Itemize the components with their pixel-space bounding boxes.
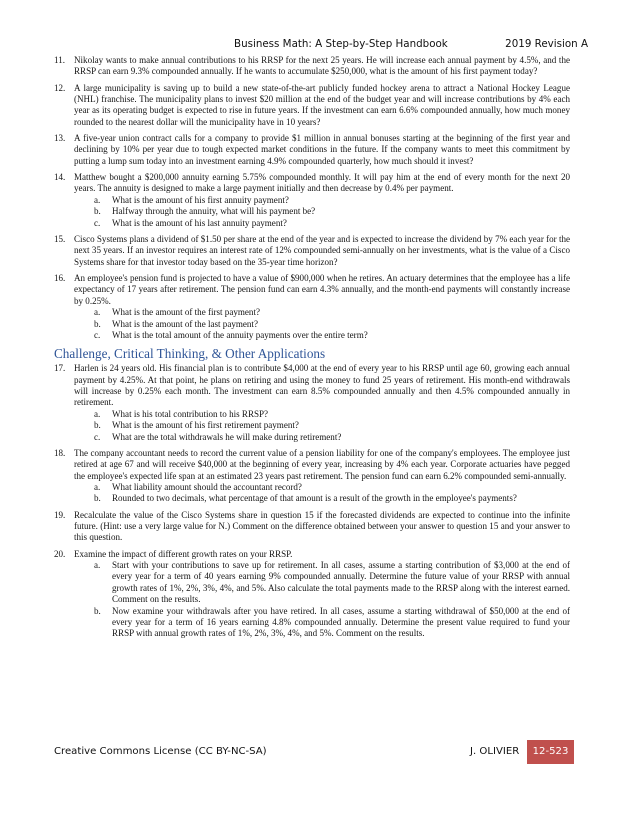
question-number: 18. (54, 447, 66, 458)
question-number: 19. (54, 509, 66, 520)
sub-text: What is the amount of the first payment? (112, 307, 260, 318)
question-20 (54, 549, 570, 640)
sub-text: Rounded to two decimals, what percentage of that amount is a result of the growth in the employee's payments? (112, 493, 517, 504)
sub-question-a (74, 409, 570, 420)
sub-question-a (74, 560, 570, 606)
sub-question-b (74, 319, 570, 330)
sub-question-a (74, 195, 570, 206)
sub-letter: b. (94, 206, 101, 217)
question-19 (54, 510, 570, 544)
sub-letter: c. (94, 431, 101, 442)
license-text: Creative Commons License (CC BY-NC-SA) (54, 746, 267, 757)
question-text: An employee's pension fund is projected to have a value of $900,000 when he retires. An actuary determines that the employee has a life expectancy of 17 years after retirement. The pension fund can earn 4.3% annually, and the month-end payments will constantly increase by 0.25%. (74, 272, 570, 306)
sub-letter: b. (94, 318, 101, 329)
sub-question-c (74, 432, 570, 443)
book-title: Business Math: A Step-by-Step Handbook (234, 38, 448, 50)
page-body (54, 55, 570, 645)
sub-letter: c. (94, 329, 101, 340)
sub-question-b (74, 493, 570, 504)
question-text: A large municipality is saving up to build a new state-of-the-art publicly funded hockey arena to attract a National Hockey League (NHL) franchise. The municipality plans to invest $20 million at the end of the budget year and will increase contributions by 4% each year as its operating budget is expected to rise in future years. If the investment can earn 6.6% compounded annually, how much money rounded to the nearest dollar will the municipality have in 10 years? (74, 82, 570, 127)
sub-text: What is the amount of the last payment? (112, 318, 258, 329)
question-11 (54, 55, 570, 78)
question-number: 20. (54, 548, 66, 559)
question-text: Harlen is 24 years old. His financial plan is to contribute $4,000 at the end of every year to his RRSP until age 60, growing each annual payment by 4.25%. At that point, he plans on retiring and using the money to fund 25 years of retirement. His month-end withdrawals will increase by 0.25% each month. The investment can earn 8.5% compounded annually and then 4.5% compounded annually in retirement. (74, 363, 570, 408)
question-text: Recalculate the value of the Cisco Systems share in question 15 if the forecasted dividends are expected to continue into the infinite future. (Hint: use a very large value for N.) Comment on the difference obtained between your answer to question 15 and your answer to this question. (74, 509, 570, 543)
question-number: 15. (54, 233, 66, 244)
sub-text: What is the total amount of the annuity payments over the entire term? (112, 329, 368, 340)
question-number: 16. (54, 272, 66, 283)
sub-question-b (74, 420, 570, 431)
page-number-badge: 12-523 (527, 740, 574, 764)
sub-text: What is his total contribution to his RRSP? (112, 408, 269, 419)
sub-letter: c. (94, 217, 101, 228)
sub-question-a (74, 482, 570, 493)
sub-letter: a. (94, 408, 101, 419)
question-text: Cisco Systems plans a dividend of $1.50 per share at the end of the year and is expected to increase the dividend by 7% each year for the next 35 years. If an investor requires an interest rate of 12% compounded semi-annually on her investments, what is the value of a Cisco Systems share for that investor today based on the 35-year time horizon? (74, 233, 570, 267)
question-text: Nikolay wants to make annual contributions to his RRSP for the next 25 years. He will increase each annual payment by 4.5%, and the RRSP can earn 9.3% compounded annually. If he wants to accumulate $250,000, what is the amount of his first payment today? (74, 55, 570, 77)
sub-question-a (74, 307, 570, 318)
question-14 (54, 172, 570, 229)
question-number: 11. (54, 55, 65, 65)
sub-text: What are the total withdrawals he will make during retirement? (112, 431, 342, 442)
revision-label: 2019 Revision A (505, 38, 588, 50)
sub-letter: b. (94, 493, 101, 504)
question-17 (54, 363, 570, 443)
question-18 (54, 448, 570, 505)
sub-letter: a. (94, 307, 101, 318)
sub-question-c (74, 330, 570, 341)
question-text: A five-year union contract calls for a company to provide $1 million in annual bonuses starting at the beginning of the first year and declining by 10% per year due to tough expected market conditions in the future. If the company wants to meet this commitment by putting a lump sum today into an investment earning 4.9% compounded quarterly, how much should it invest? (74, 133, 570, 166)
question-number: 13. (54, 133, 66, 144)
question-13 (54, 133, 570, 167)
sub-text: What is the amount of his first retirement payment? (112, 420, 299, 431)
sub-text: What is the amount of his last annuity payment? (112, 217, 287, 228)
question-number: 12. (54, 82, 66, 93)
question-text: The company accountant needs to record the current value of a pension liability for one of the company's employees. The employee just retired at age 67 and will receive $40,000 at the beginning of every year, increasing by 4% each year. Corporate actuaries have pegged the employee's expected life span at an estimated 23 years past retirement. The pension fund can earn 6.2% compounded semi-annually. (74, 447, 570, 481)
sub-text: Start with your contributions to save up for retirement. In all cases, assume a starting contribution of $3,000 at the end of every year for a term of 40 years earning 9% compounded annually. Determine the future value of your RRSP with annual growth rates of 1%, 2%, 3%, 4%, and 5%. Also calculate the total payments made to the RRSP along with the interest earned. Comment on the results. (112, 560, 570, 605)
sub-text: What liability amount should the accountant record? (112, 481, 302, 492)
sub-letter: a. (94, 481, 101, 492)
author-name: J. OLIVIER (470, 746, 520, 757)
question-number: 14. (54, 172, 66, 183)
question-text: Examine the impact of different growth rates on your RRSP. (74, 548, 293, 559)
section-heading: Challenge, Critical Thinking, & Other Applications (54, 346, 326, 362)
page-header (0, 38, 630, 54)
sub-letter: b. (94, 605, 101, 616)
sub-letter: b. (94, 420, 101, 431)
question-15 (54, 234, 570, 268)
sub-letter: a. (94, 560, 101, 571)
sub-text: What is the amount of his first annuity payment? (112, 194, 289, 205)
sub-letter: a. (94, 194, 101, 205)
question-16 (54, 273, 570, 341)
page-footer (0, 740, 630, 764)
question-text: Matthew bought a $200,000 annuity earning 5.75% compounded monthly. It will pay him at the end of every month for the next 20 years. The annuity is designed to make a large payment initially and then decrease by 0.4% per payment. (74, 172, 570, 194)
sub-question-b (74, 606, 570, 640)
question-number: 17. (54, 363, 66, 374)
sub-question-c (74, 218, 570, 229)
sub-text: Now examine your withdrawals after you have retired. In all cases, assume a starting withdrawal of $50,000 at the end of every year for a term of 16 years earning 4.8% compounded annually. Determine the present value required to fund your RRSP with annual growth rates of 1%, 2%, 3%, 4%, and 5%. Comment on the results. (112, 605, 570, 639)
sub-question-b (74, 206, 570, 217)
sub-text: Halfway through the annuity, what will his payment be? (112, 206, 316, 217)
question-12 (54, 83, 570, 129)
